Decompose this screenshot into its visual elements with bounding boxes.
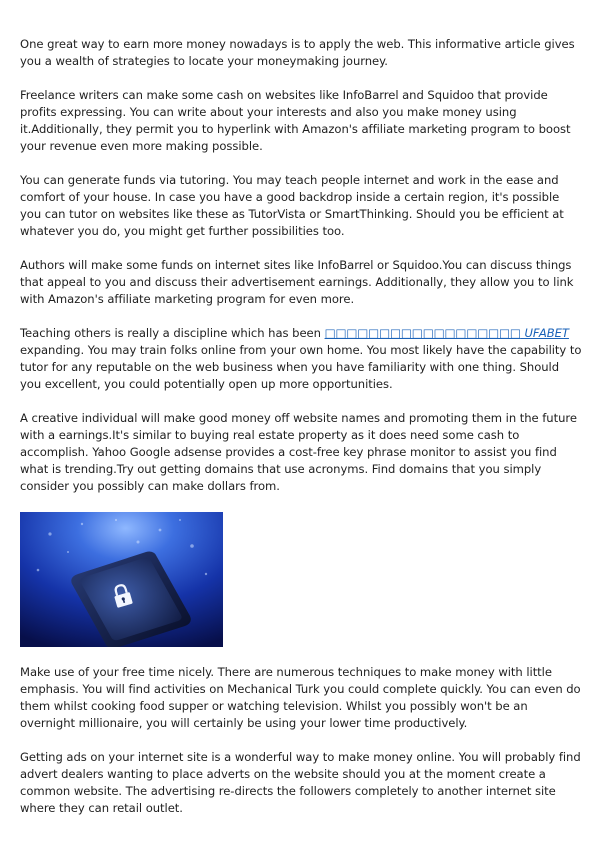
paragraph-creative: A creative individual will make good money off website names and promoting them in the future with a earnings.It's similar to buying real estate property as it does need some cash to accomplish. Yahoo Google adsense provides a cost-free key phrase monitor to assist you find what is trending.Try out getting domains that use acronyms. Find domains that you simply consider you possibly can make dollars from. xyxy=(20,411,577,493)
teaching-text-before: Teaching others is really a discipline which has been xyxy=(20,326,325,340)
article-body xyxy=(20,36,582,834)
paragraph-ads: Getting ads on your internet site is a wonderful way to make money online. You will probably find advert dealers wanting to place adverts on the website should you at the moment create a common website. The advertising re-directs the followers completely to another internet site where they can retail outlet. xyxy=(20,750,581,815)
paragraph-free-time: Make use of your free time nicely. There are numerous techniques to make money with little emphasis. You will find activities on Mechanical Turk you could complete quickly. You can even do them whilst cooking food supper or watching television. Whilst you possibly won't be an overnight millionaire, you will certainly be using your lower time productively. xyxy=(20,665,581,730)
link-brand: UFABET xyxy=(524,326,569,340)
link-glyphs: □□□□□□□□□□□□□□□□□□ xyxy=(324,326,521,340)
paragraph-teaching xyxy=(20,325,582,393)
paragraph-intro: One great way to earn more money nowadays is to apply the web. This informative article gives you a wealth of strategies to locate your moneymaking journey. xyxy=(20,37,575,68)
paragraph-authors: Authors will make some funds on internet sites like InfoBarrel or Squidoo.You can discuss things that appeal to you and discuss their advertisement earnings. Additionally, they allow you to link with Amazon's affiliate marketing program for even more. xyxy=(20,258,574,306)
teaching-text-after: expanding. You may train folks online from your own home. You most likely have the capability to tutor for any reputable on the web business when you have familiarity with one thing. Should you excellent, you could potentially open up more opportunities. xyxy=(20,343,582,391)
paragraph-freelance: Freelance writers can make some cash on websites like InfoBarrel and Squidoo that provide profits expressing. You can write about your interests and also you make money using it.Additionally, they permit you to hyperlink with Amazon's affiliate marketing program to boost your revenue even more making possible. xyxy=(20,88,571,153)
paragraph-tutoring: You can generate funds via tutoring. You may teach people internet and work in the ease and comfort of your house. In case you have a good backdrop inside a certain region, it's possible you can tutor on websites like these as TutorVista or SmartThinking. Should you be efficient at whatever you do, you might get further possibilities too. xyxy=(20,173,564,238)
photo-illustration xyxy=(20,512,223,647)
phone-padlock-photo xyxy=(20,512,223,647)
ufabet-link[interactable] xyxy=(325,326,569,340)
